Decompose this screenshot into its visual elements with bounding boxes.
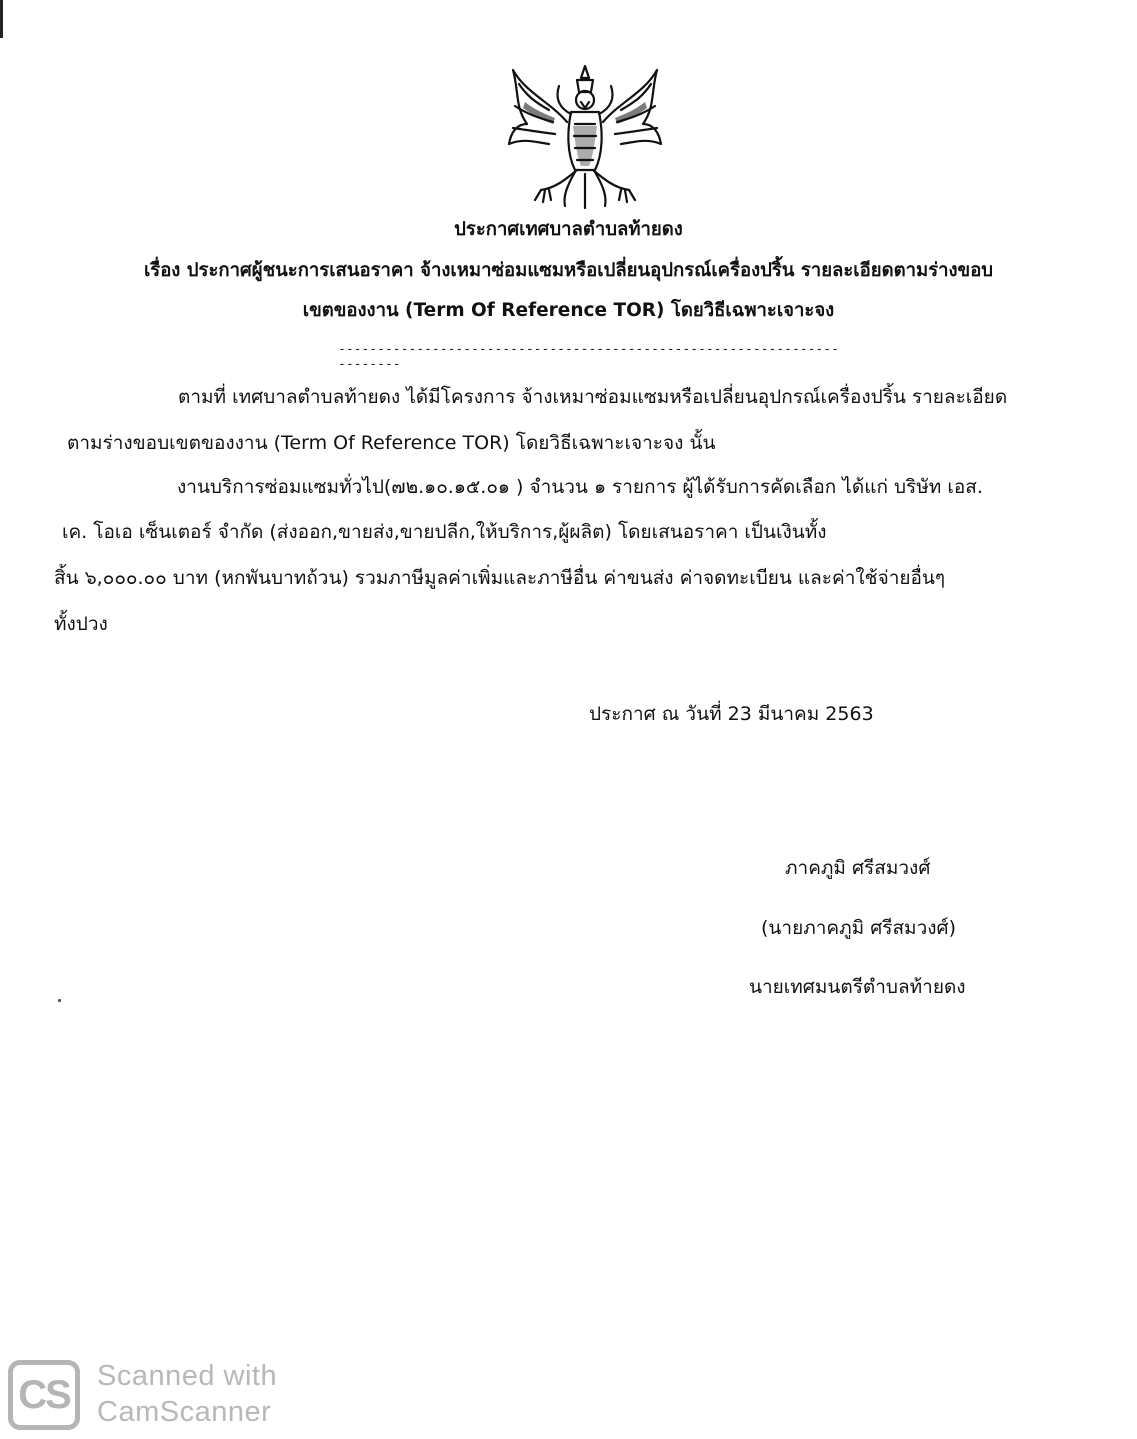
paragraph-2-line-1: งานบริการซ่อมแซมทั่วไป(๗๒.๑๐.๑๕.๐๑ ) จำนวน ๑ รายการ ผู้ได้รับการคัดเลือก ได้แก่ บริษัท เอส.: [177, 476, 983, 498]
announcement-title: ประกาศเทศบาลตำบลท้ายดง: [454, 219, 683, 240]
paragraph-2-line-4: ทั้งปวง: [54, 613, 108, 635]
paragraph-2-line-2: เค. โอเอ เซ็นเตอร์ จำกัด (ส่งออก,ขายส่ง,ขายปลีก,ให้บริการ,ผู้ผลิต) โดยเสนอราคา เป็นเงินทั้ง: [62, 521, 827, 543]
watermark-line-1: Scanned with: [97, 1360, 278, 1392]
camscanner-logo-icon: CS: [8, 1360, 80, 1430]
signer-signature-name: ภาคภูมิ ศรีสมวงศ์: [785, 857, 931, 879]
signer-position: นายเทศมนตรีตำบลท้ายดง: [749, 976, 966, 998]
paragraph-1-line-1: ตามที่ เทศบาลตำบลท้ายดง ได้มีโครงการ จ้างเหมาซ่อมแซมหรือเปลี่ยนอุปกรณ์เครื่องปริ้น รายละเอียด: [178, 386, 1008, 408]
scan-edge-mark: [0, 0, 3, 38]
divider-line: ------------------------------------------------------------------------: [338, 342, 839, 372]
watermark-line-2: CamScanner: [97, 1396, 272, 1428]
paragraph-2-line-3: สิ้น ๖,๐๐๐.๐๐ บาท (หกพันบาทถ้วน) รวมภาษีมูลค่าเพิ่มและภาษีอื่น ค่าขนส่ง ค่าจดทะเบียน และค่าใช้จ่ายอื่นๆ: [54, 567, 946, 589]
subject-line-1: เรื่อง ประกาศผู้ชนะการเสนอราคา จ้างเหมาซ่อมแซมหรือเปลี่ยนอุปกรณ์เครื่องปริ้น รายละเอียดตามร่างขอบ: [143, 260, 994, 281]
garuda-emblem-icon: [505, 62, 665, 212]
subject-line-2: เขตของงาน (Term Of Reference TOR) โดยวิธีเฉพาะเจาะจง: [302, 300, 835, 321]
announcement-date: ประกาศ ณ วันที่ 23 มีนาคม 2563: [589, 703, 874, 725]
signer-printed-name: (นายภาคภูมิ ศรีสมวงศ์): [761, 917, 957, 939]
scan-speck: [58, 999, 61, 1002]
paragraph-1-line-2: ตามร่างขอบเขตของงาน (Term Of Reference TOR) โดยวิธีเฉพาะเจาะจง นั้น: [67, 432, 716, 454]
